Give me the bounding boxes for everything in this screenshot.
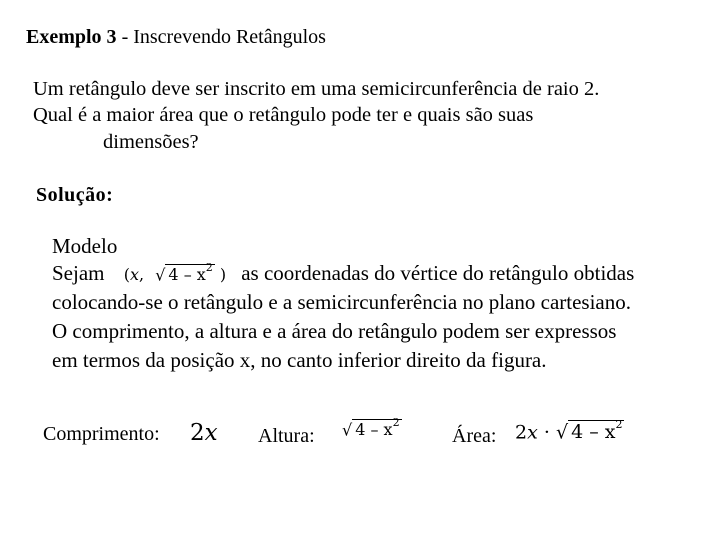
height-exponent: 2 bbox=[392, 416, 400, 429]
sqrt-radicand bbox=[165, 260, 214, 284]
example-subtitle: - Inscrevendo Retângulos bbox=[116, 26, 326, 48]
sqrt-expression bbox=[155, 260, 215, 284]
length-coef: 2 bbox=[190, 420, 205, 446]
sqrt-icon: √ bbox=[342, 420, 353, 440]
model-line-4: em termos da posição x, no canto inferior direito da figura. bbox=[52, 348, 547, 372]
area-radicand-text: 4 – x bbox=[571, 421, 616, 444]
paren-close: ) bbox=[219, 265, 227, 284]
sqrt-icon: √ bbox=[155, 265, 166, 284]
question-line-1: Um retângulo deve ser inscrito em uma semicircunferência de raio 2. bbox=[33, 78, 600, 100]
area-radicand bbox=[568, 420, 624, 443]
question-line-2: Qual é a maior área que o retângulo pode ter e quais são suas bbox=[33, 104, 534, 126]
model-line-1 bbox=[52, 261, 634, 286]
question-line-3: dimensões? bbox=[103, 131, 199, 153]
height-expression bbox=[342, 416, 402, 440]
area-var: x bbox=[527, 421, 538, 444]
example-title bbox=[26, 26, 326, 49]
sejam-word: Sejam bbox=[52, 261, 105, 285]
area-sqrt bbox=[555, 418, 625, 444]
area-coef: 2 bbox=[515, 421, 528, 444]
area-expression bbox=[515, 418, 624, 444]
radicand-exponent: 2 bbox=[205, 260, 213, 274]
example-number: Exemplo 3 bbox=[26, 26, 117, 48]
height-label: Altura: bbox=[258, 425, 315, 447]
height-radicand bbox=[352, 416, 401, 440]
model-line-3: O comprimento, a altura e a área do retângulo podem ser expressos bbox=[52, 319, 617, 343]
length-expression bbox=[190, 420, 218, 446]
model-line-1-rest: as coordenadas do vértice do retângulo obtidas bbox=[241, 261, 635, 285]
height-radicand-text: 4 – x bbox=[355, 420, 393, 440]
model-line-2: colocando-se o retângulo e a semicircunferência no plano cartesiano. bbox=[52, 290, 631, 314]
height-sqrt bbox=[342, 416, 402, 440]
paren-open: ( bbox=[123, 265, 130, 284]
sqrt-icon: √ bbox=[555, 421, 569, 444]
multiply-dot: · bbox=[543, 421, 550, 444]
solution-label: Solução: bbox=[36, 184, 114, 206]
point-x: x bbox=[130, 265, 140, 284]
radicand-text: 4 – x bbox=[168, 265, 206, 284]
area-label: Área: bbox=[452, 425, 497, 447]
point-comma: , bbox=[139, 265, 145, 284]
point-expression bbox=[123, 260, 231, 284]
area-exponent: 2 bbox=[615, 418, 623, 431]
length-var: x bbox=[204, 420, 218, 446]
length-label: Comprimento: bbox=[43, 423, 160, 445]
model-heading: Modelo bbox=[52, 234, 118, 258]
